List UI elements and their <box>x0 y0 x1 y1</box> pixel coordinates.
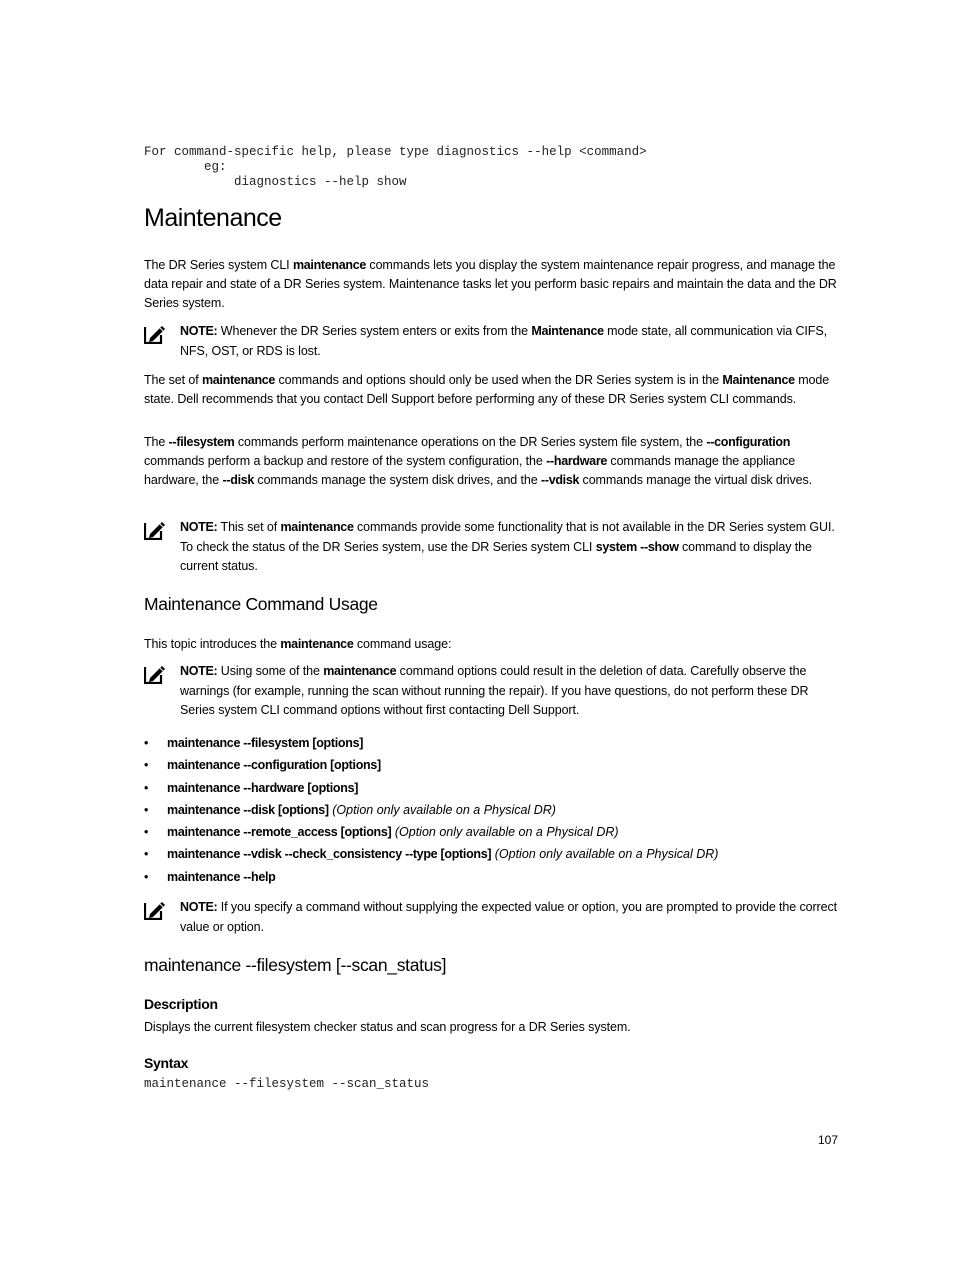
bullet: • <box>144 758 149 773</box>
note-text: NOTE: If you specify a command without supplying the expected value or option, you are prompted to provide the correct value or option. <box>180 900 837 934</box>
paragraph: The set of maintenance commands and options should only be used when the DR Series system is in the Maintenance mode state. Dell recommends that you contact Dell Support before performing any of these DR Series system CLI commands. <box>144 373 830 406</box>
command-list <box>144 733 838 889</box>
bullet: • <box>144 736 149 750</box>
syntax-code: maintenance --filesystem --scan_status <box>144 1077 430 1091</box>
page-number: 107 <box>818 1133 839 1147</box>
pencil-note-icon <box>144 520 166 540</box>
intro-paragraph: The DR Series system CLI maintenance commands lets you display the system maintenance repair progress, and manage the data repair and state of a DR Series system. Maintenance tasks let you perform basic repairs and maintain the data and the DR Series system. <box>144 258 837 310</box>
bullet: • <box>144 802 149 817</box>
list-item: • maintenance --help <box>144 867 838 889</box>
list-item: • maintenance --hardware [options] <box>144 778 838 800</box>
list-item: • maintenance --remote_access [options] (Option only available on a Physical DR) <box>144 822 838 844</box>
code-line: eg: <box>144 160 227 174</box>
pencil-note-icon <box>144 664 166 684</box>
pencil-note-icon <box>144 900 166 920</box>
code-line: diagnostics --help show <box>144 175 407 189</box>
subsection-heading: Syntax <box>144 1055 189 1071</box>
section-heading: maintenance --filesystem [--scan_status] <box>144 955 447 975</box>
list-item: • maintenance --configuration [options] <box>144 755 838 777</box>
section-heading: Maintenance Command Usage <box>144 594 378 614</box>
note-text: NOTE: Whenever the DR Series system enters or exits from the Maintenance mode state, all communication via CIFS, NFS, OST, or RDS is lost. <box>180 324 827 358</box>
page-title: Maintenance <box>144 204 282 232</box>
subsection-heading: Description <box>144 996 218 1012</box>
list-item: • maintenance --disk [options] (Option only available on a Physical DR) <box>144 800 838 822</box>
paragraph: The --filesystem commands perform maintenance operations on the DR Series system file system, the --configuration commands perform a backup and restore of the system configuration, the --hardware commands manage the appliance hardware, the --disk commands manage the system disk drives, and the --vdisk commands manage the virtual disk drives. <box>144 435 812 487</box>
note-text: NOTE: Using some of the maintenance command options could result in the deletion of data. Carefully observe the warnings (for example, running the scan without running the repair). If you have questions, do not perform these DR Series system CLI command options without first contacting Dell Support. <box>180 664 809 717</box>
list-item: • maintenance --vdisk --check_consistency --type [options] (Option only available on a Physical DR) <box>144 844 838 866</box>
code-block-help <box>144 145 647 190</box>
bullet: • <box>144 780 149 795</box>
description-text: Displays the current filesystem checker status and scan progress for a DR Series system. <box>144 1020 631 1034</box>
bullet: • <box>144 869 149 884</box>
paragraph: This topic introduces the maintenance command usage: <box>144 637 452 651</box>
bullet: • <box>144 847 149 862</box>
code-line: For command-specific help, please type diagnostics --help <command> <box>144 145 647 159</box>
bullet: • <box>144 825 149 840</box>
pencil-note-icon <box>144 324 166 344</box>
list-item: • maintenance --filesystem [options] <box>144 733 838 755</box>
note-text: NOTE: This set of maintenance commands provide some functionality that is not available in the DR Series system GUI. To check the status of the DR Series system, use the DR Series system CLI system --show command to display the current status. <box>180 520 835 573</box>
